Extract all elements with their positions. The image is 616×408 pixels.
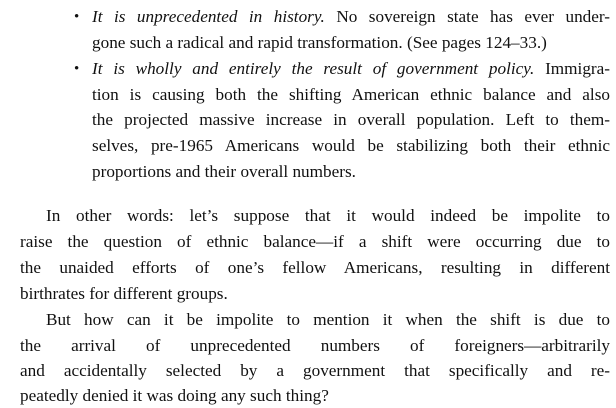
bullet-text: Immigra-: [534, 59, 610, 78]
bullet-marker: •: [74, 9, 80, 25]
bullet-text: the projected massive increase in overall population. Left to them-: [92, 110, 610, 129]
bullet-line: [92, 5, 610, 29]
bullet-line: [92, 31, 547, 55]
paragraph-line: peatedly denied it was doing any such thing?: [20, 386, 329, 405]
bullet-text: proportions and their overall numbers.: [92, 162, 356, 181]
bullet-text: selves, pre-1965 Americans would be stabilizing both their ethnic: [92, 136, 610, 155]
paragraph-line: the arrival of unprecedented numbers of foreigners—arbitrarily: [20, 336, 610, 355]
paragraph-line: and accidentally selected by a government that specifically and re-: [20, 361, 610, 380]
paragraph-line: In other words: let’s suppose that it would indeed be impolite to: [46, 206, 610, 225]
bullet-text: No sovereign state has ever under-: [324, 7, 610, 26]
paragraph-line: the unaided efforts of one’s fellow Americans, resulting in different: [20, 258, 610, 277]
bullet-text: tion is causing both the shifting American ethnic balance and also: [92, 85, 610, 104]
bullet-line: [92, 160, 356, 184]
bullet-marker: •: [74, 61, 80, 77]
bullet-line: [92, 108, 610, 132]
paragraph-line: raise the question of ethnic balance—if a shift were occurring due to: [20, 232, 610, 251]
bullet-line: [92, 83, 610, 107]
bullet-line: [92, 134, 610, 158]
bullet-line: [92, 57, 610, 81]
bullet-text: gone such a radical and rapid transformation. (See pages 124–33.): [92, 33, 547, 52]
bullet-italic-lead: It is wholly and entirely the result of government policy.: [92, 59, 535, 78]
bullet-italic-lead: It is unprecedented in history.: [92, 7, 325, 26]
paragraph-line: birthrates for different groups.: [20, 284, 228, 303]
paragraph-line: But how can it be impolite to mention it when the shift is due to: [46, 310, 610, 329]
